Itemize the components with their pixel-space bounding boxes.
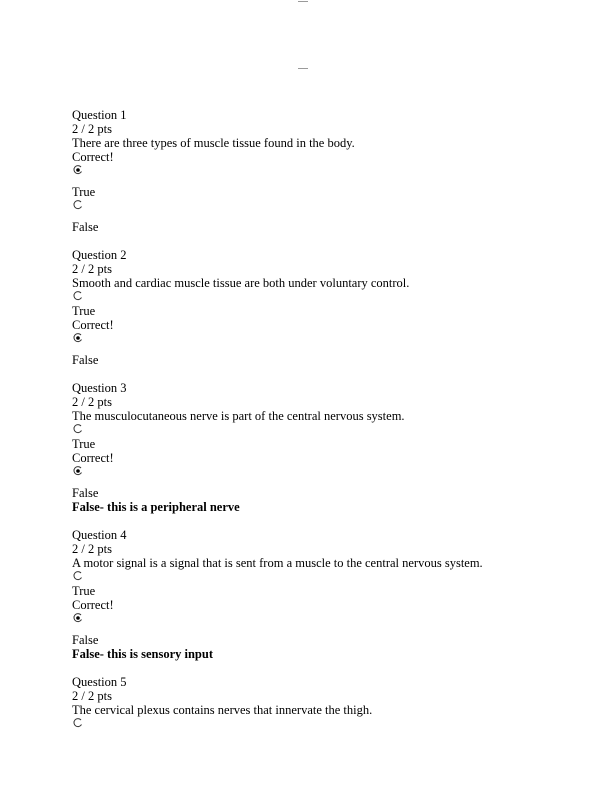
correct-label: Correct! bbox=[72, 451, 114, 465]
question-1 bbox=[72, 108, 592, 234]
question-text: The musculocutaneous nerve is part of the central nervous system. bbox=[72, 409, 405, 423]
correct-label: Correct! bbox=[72, 150, 114, 164]
question-title: Question 4 bbox=[72, 528, 127, 542]
answer-label: False bbox=[72, 633, 99, 647]
question-text: The cervical plexus contains nerves that innervate the thigh. bbox=[72, 703, 373, 717]
question-title: Question 1 bbox=[72, 108, 127, 122]
answer-label: True bbox=[72, 584, 96, 598]
radio-unselected-icon[interactable] bbox=[72, 290, 592, 304]
question-3 bbox=[72, 381, 592, 514]
radio-selected-icon[interactable] bbox=[72, 164, 592, 178]
radio-unselected-icon[interactable] bbox=[72, 423, 592, 437]
radio-unselected-icon[interactable] bbox=[72, 717, 592, 731]
answer-comment: False- this is a peripheral nerve bbox=[72, 500, 240, 514]
question-points: 2 / 2 pts bbox=[72, 689, 112, 703]
correct-label: Correct! bbox=[72, 318, 114, 332]
answer-label: False bbox=[72, 486, 99, 500]
answer-label: False bbox=[72, 353, 99, 367]
radio-selected-icon[interactable] bbox=[72, 465, 592, 479]
question-5 bbox=[72, 675, 592, 731]
question-points: 2 / 2 pts bbox=[72, 262, 112, 276]
header-divider bbox=[298, 68, 308, 69]
top-divider bbox=[298, 1, 308, 2]
question-text: A motor signal is a signal that is sent from a muscle to the central nervous system. bbox=[72, 556, 483, 570]
radio-selected-icon[interactable] bbox=[72, 332, 592, 346]
answer-label: True bbox=[72, 437, 96, 451]
question-title: Question 2 bbox=[72, 248, 127, 262]
answer-comment: False- this is sensory input bbox=[72, 647, 213, 661]
radio-unselected-icon[interactable] bbox=[72, 199, 592, 213]
question-points: 2 / 2 pts bbox=[72, 122, 112, 136]
quiz-results bbox=[72, 108, 592, 745]
question-2 bbox=[72, 248, 592, 367]
radio-selected-icon[interactable] bbox=[72, 612, 592, 626]
question-text: Smooth and cardiac muscle tissue are both under voluntary control. bbox=[72, 276, 410, 290]
question-title: Question 5 bbox=[72, 675, 127, 689]
question-points: 2 / 2 pts bbox=[72, 542, 112, 556]
question-4 bbox=[72, 528, 592, 661]
question-title: Question 3 bbox=[72, 381, 127, 395]
answer-label: True bbox=[72, 304, 96, 318]
question-text: There are three types of muscle tissue found in the body. bbox=[72, 136, 355, 150]
question-points: 2 / 2 pts bbox=[72, 395, 112, 409]
answer-label: True bbox=[72, 185, 96, 199]
answer-label: False bbox=[72, 220, 99, 234]
correct-label: Correct! bbox=[72, 598, 114, 612]
radio-unselected-icon[interactable] bbox=[72, 570, 592, 584]
